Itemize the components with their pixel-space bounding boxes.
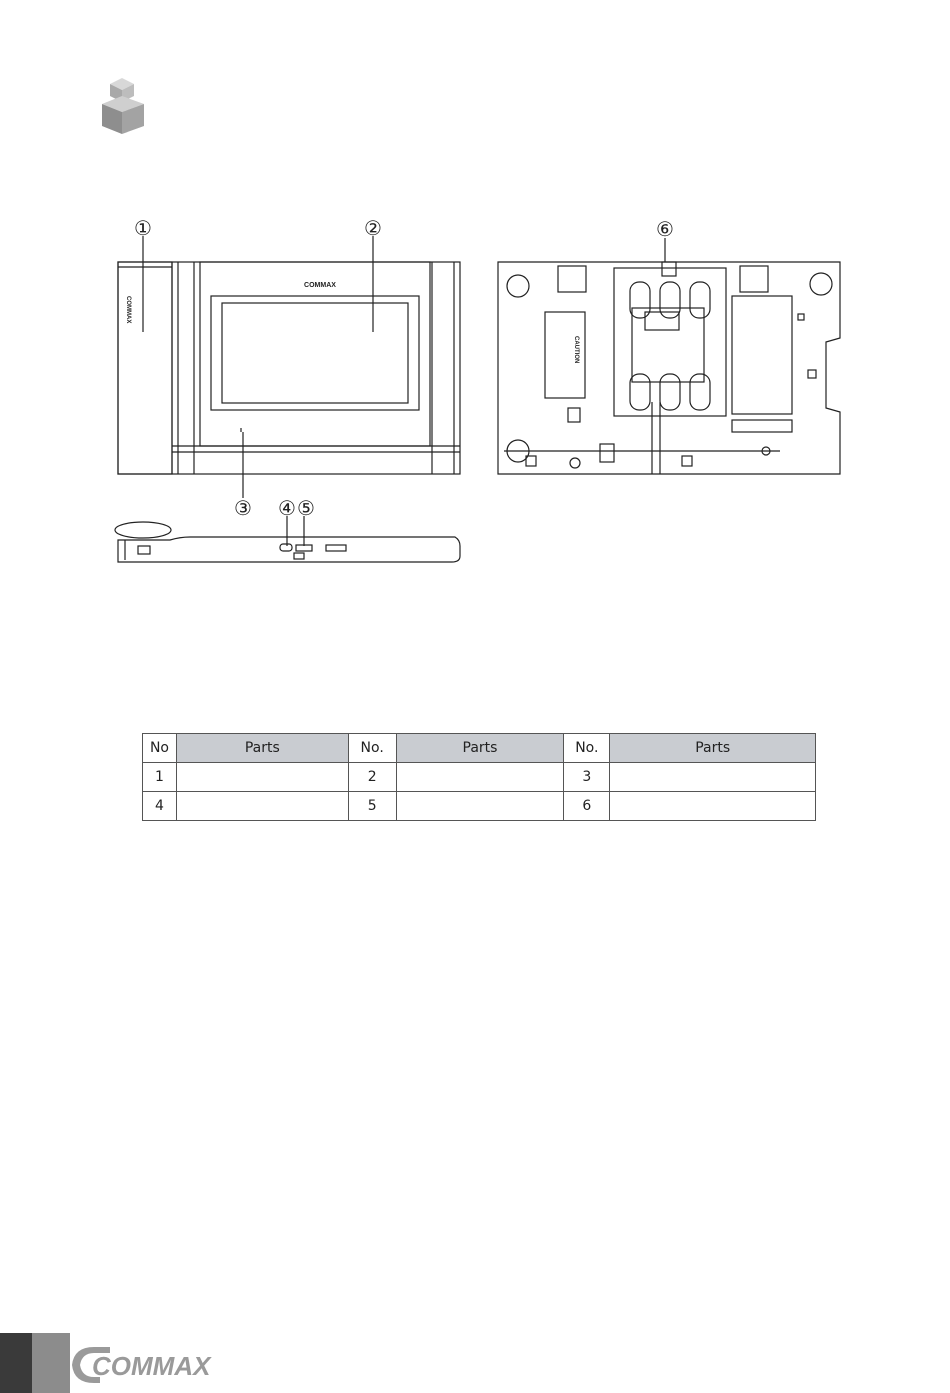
- callout-2: ②: [364, 216, 382, 240]
- wall-bracket: [614, 268, 726, 416]
- callout-1: ①: [134, 216, 152, 240]
- header-parts: Parts: [396, 734, 564, 763]
- parts-table: [142, 733, 816, 821]
- handset: [118, 262, 172, 474]
- header-parts: Parts: [176, 734, 348, 763]
- table-cell-part: [176, 792, 348, 821]
- table-cell-part: [396, 792, 564, 821]
- front-panel: [200, 262, 430, 446]
- table-cell-no: 5: [348, 792, 396, 821]
- table-cell-no: 4: [143, 792, 177, 821]
- table-cell-no: 3: [564, 763, 610, 792]
- front-brand-text: COMMAX: [304, 282, 336, 289]
- callout-3: ③: [234, 496, 252, 520]
- table-cell-no: 2: [348, 763, 396, 792]
- footer-brand-text: COMMAX: [92, 1351, 211, 1381]
- header-no: No.: [564, 734, 610, 763]
- table-header-row: [143, 734, 816, 763]
- table-cell-no: 1: [143, 763, 177, 792]
- lcd-bezel: [211, 296, 419, 410]
- commax-logo: [70, 1333, 260, 1393]
- table-cell-part: [610, 792, 816, 821]
- header-no: No.: [348, 734, 396, 763]
- header-parts: Parts: [610, 734, 816, 763]
- callout-5: ⑤: [297, 496, 315, 520]
- table-cell-no: 6: [564, 792, 610, 821]
- table-row: [143, 792, 816, 821]
- back-view: [498, 262, 840, 474]
- front-view: [118, 262, 460, 474]
- table-cell-part: [610, 763, 816, 792]
- callout-4: ④: [278, 496, 296, 520]
- callout-6: ⑥: [656, 217, 674, 241]
- handset-brand-text: COMMAX: [125, 296, 131, 324]
- caution-text: CAUTION: [573, 336, 579, 364]
- port-4: [280, 544, 292, 551]
- bracket-hook: [662, 262, 676, 276]
- product-drawing: [0, 0, 950, 600]
- header-no: No: [143, 734, 177, 763]
- footer-color-bar: [0, 1333, 70, 1393]
- lcd-screen: [222, 303, 408, 403]
- table-cell-part: [396, 763, 564, 792]
- table-cell-part: [176, 763, 348, 792]
- table-row: [143, 763, 816, 792]
